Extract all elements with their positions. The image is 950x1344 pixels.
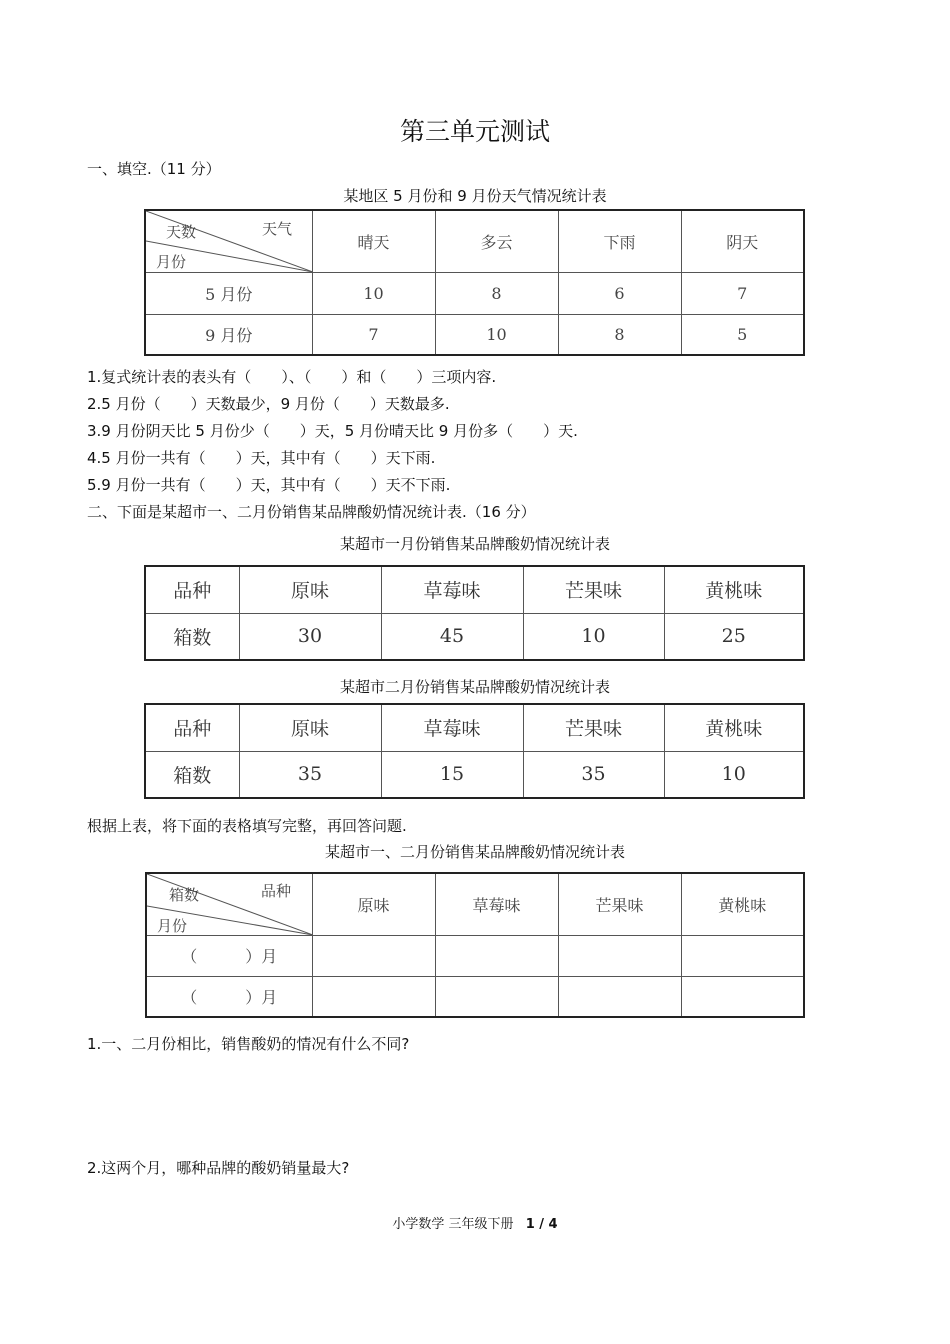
column-header: 芒果味 bbox=[523, 704, 664, 751]
blank-cell[interactable] bbox=[681, 976, 804, 1017]
section2-question-2: 2.这两个月，哪种品牌的酸奶销量最大? bbox=[87, 1159, 350, 1177]
header-label: 品种 bbox=[145, 566, 239, 613]
page-title: 第三单元测试 bbox=[399, 117, 550, 146]
table-cell: 10 bbox=[435, 314, 558, 355]
column-header: 原味 bbox=[312, 873, 435, 935]
table-cell: 25 bbox=[664, 613, 804, 660]
row-label: 9 月份 bbox=[145, 314, 312, 355]
question-4: 4.5 月份一共有（ ）天，其中有（ ）天下雨. bbox=[87, 449, 436, 467]
jan-table-caption: 某超市一月份销售某品牌酸奶情况统计表 bbox=[339, 535, 610, 553]
table-cell: 10 bbox=[312, 272, 435, 314]
diag-label-days: 天数 bbox=[166, 223, 197, 241]
table-cell: 35 bbox=[523, 751, 664, 798]
column-header: 原味 bbox=[239, 566, 381, 613]
page-number: 1 / 4 bbox=[525, 1217, 558, 1232]
diag-label-boxes: 箱数 bbox=[169, 886, 200, 904]
column-header: 黄桃味 bbox=[664, 566, 804, 613]
table-row bbox=[146, 935, 804, 976]
table-row bbox=[145, 751, 804, 798]
blank-cell[interactable] bbox=[681, 935, 804, 976]
column-header: 阴天 bbox=[681, 210, 804, 272]
diag-label-month: 月份 bbox=[156, 253, 187, 271]
column-header: 晴天 bbox=[312, 210, 435, 272]
row-label: （ ）月 bbox=[146, 976, 312, 1017]
column-header: 芒果味 bbox=[558, 873, 681, 935]
table-row bbox=[145, 314, 804, 355]
row-label: 5 月份 bbox=[145, 272, 312, 314]
footer-text: 小学数学 三年级下册 bbox=[392, 1217, 514, 1232]
weather-table bbox=[144, 209, 805, 356]
table-row bbox=[146, 976, 804, 1017]
instruction: 根据上表，将下面的表格填写完整，再回答问题. bbox=[87, 817, 407, 835]
table-cell: 35 bbox=[239, 751, 381, 798]
weather-table-caption: 某地区 5 月份和 9 月份天气情况统计表 bbox=[343, 187, 607, 205]
blank-cell[interactable] bbox=[435, 976, 558, 1017]
question-5: 5.9 月份一共有（ ）天，其中有（ ）天不下雨. bbox=[87, 476, 451, 494]
table-cell: 6 bbox=[558, 272, 681, 314]
table-cell: 7 bbox=[312, 314, 435, 355]
header-label: 品种 bbox=[145, 704, 239, 751]
column-header: 草莓味 bbox=[381, 704, 523, 751]
table-cell: 8 bbox=[435, 272, 558, 314]
blank-cell[interactable] bbox=[435, 935, 558, 976]
column-header: 黄桃味 bbox=[664, 704, 804, 751]
feb-table bbox=[144, 703, 805, 799]
column-header: 黄桃味 bbox=[681, 873, 804, 935]
diag-label-variety: 品种 bbox=[261, 882, 292, 900]
row-label: （ ）月 bbox=[146, 935, 312, 976]
section2-question-1: 1.一、二月份相比，销售酸奶的情况有什么不同? bbox=[87, 1035, 410, 1053]
column-header: 原味 bbox=[239, 704, 381, 751]
row-label: 箱数 bbox=[145, 751, 239, 798]
column-header: 多云 bbox=[435, 210, 558, 272]
table-cell: 45 bbox=[381, 613, 523, 660]
table-row bbox=[145, 272, 804, 314]
combined-table-diagonal-header bbox=[146, 873, 312, 935]
table-cell: 5 bbox=[681, 314, 804, 355]
feb-table-caption: 某超市二月份销售某品牌酸奶情况统计表 bbox=[339, 678, 610, 696]
weather-table-diagonal-header bbox=[145, 210, 312, 272]
section1-heading: 一、填空.（11 分） bbox=[87, 160, 221, 178]
column-header: 草莓味 bbox=[381, 566, 523, 613]
table-cell: 30 bbox=[239, 613, 381, 660]
question-1: 1.复式统计表的表头有（ ）、（ ）和（ ）三项内容. bbox=[87, 368, 497, 386]
column-header: 草莓味 bbox=[435, 873, 558, 935]
jan-table bbox=[144, 565, 805, 661]
section2-heading: 二、下面是某超市一、二月份销售某品牌酸奶情况统计表.（16 分） bbox=[87, 503, 536, 521]
question-3: 3.9 月份阴天比 5 月份少（ ）天，5 月份晴天比 9 月份多（ ）天. bbox=[87, 422, 578, 440]
blank-cell[interactable] bbox=[558, 976, 681, 1017]
blank-cell[interactable] bbox=[558, 935, 681, 976]
diag-label-weather: 天气 bbox=[262, 220, 293, 238]
table-cell: 15 bbox=[381, 751, 523, 798]
blank-cell[interactable] bbox=[312, 935, 435, 976]
diag-label-month: 月份 bbox=[157, 917, 188, 935]
question-2: 2.5 月份（ ）天数最少，9 月份（ ）天数最多. bbox=[87, 395, 450, 413]
table-cell: 10 bbox=[664, 751, 804, 798]
table-cell: 10 bbox=[523, 613, 664, 660]
combined-table-caption: 某超市一、二月份销售某品牌酸奶情况统计表 bbox=[324, 843, 625, 861]
combined-table bbox=[145, 872, 805, 1018]
row-label: 箱数 bbox=[145, 613, 239, 660]
column-header: 下雨 bbox=[558, 210, 681, 272]
blank-cell[interactable] bbox=[312, 976, 435, 1017]
table-cell: 8 bbox=[558, 314, 681, 355]
column-header: 芒果味 bbox=[523, 566, 664, 613]
table-cell: 7 bbox=[681, 272, 804, 314]
page-footer bbox=[0, 1213, 950, 1232]
table-row bbox=[145, 613, 804, 660]
